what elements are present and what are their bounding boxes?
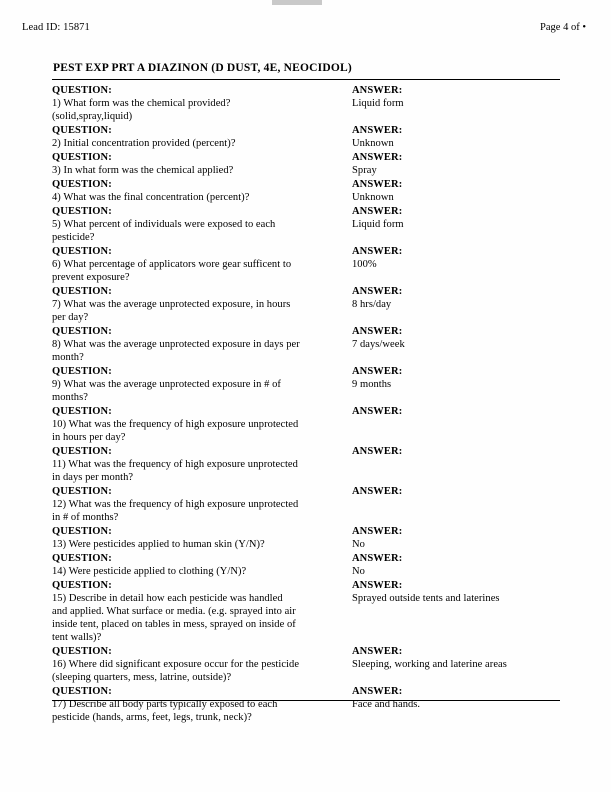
answer-text: Face and hands. bbox=[352, 699, 421, 710]
question-cell bbox=[52, 365, 300, 404]
answer-cell bbox=[352, 365, 560, 391]
answer-cell bbox=[352, 178, 560, 204]
question-cell bbox=[52, 178, 300, 204]
divider-top bbox=[52, 79, 560, 80]
question-text: 8) What was the average unprotected exposure in days per month? bbox=[52, 339, 300, 363]
answer-label: ANSWER: bbox=[352, 446, 403, 457]
answer-label: ANSWER: bbox=[352, 553, 403, 564]
question-cell bbox=[52, 645, 300, 684]
question-label: QUESTION: bbox=[52, 580, 112, 591]
answer-cell bbox=[352, 151, 560, 177]
answer-text: No bbox=[352, 566, 365, 577]
question-text: 16) Where did significant exposure occur for the pesticide (sleeping quarters, mess, latrine, outside)? bbox=[52, 659, 300, 683]
question-text: 6) What percentage of applicators wore gear sufficent to prevent exposure? bbox=[52, 259, 292, 283]
answer-cell bbox=[352, 245, 560, 271]
answer-cell bbox=[352, 285, 560, 311]
question-label: QUESTION: bbox=[52, 286, 112, 297]
answer-text: Spray bbox=[352, 165, 377, 176]
answer-cell bbox=[352, 645, 560, 671]
scan-artifact-mark bbox=[272, 0, 322, 5]
question-text: 1) What form was the chemical provided?(solid,spray,liquid) bbox=[52, 98, 231, 122]
answer-label: ANSWER: bbox=[352, 686, 403, 697]
question-label: QUESTION: bbox=[52, 486, 112, 497]
answer-cell bbox=[352, 205, 560, 231]
question-label: QUESTION: bbox=[52, 526, 112, 537]
answer-cell bbox=[352, 124, 560, 150]
answer-text: Unknown bbox=[352, 192, 394, 203]
question-cell bbox=[52, 285, 300, 324]
answer-cell bbox=[352, 685, 560, 711]
question-text: 4) What was the final concentration (percent)? bbox=[52, 192, 250, 203]
question-label: QUESTION: bbox=[52, 553, 112, 564]
answer-cell bbox=[352, 445, 560, 458]
question-cell bbox=[52, 525, 300, 551]
answer-label: ANSWER: bbox=[352, 580, 403, 591]
question-cell bbox=[52, 485, 300, 524]
question-label: QUESTION: bbox=[52, 366, 112, 377]
question-label: QUESTION: bbox=[52, 85, 112, 96]
answer-cell bbox=[352, 405, 560, 418]
question-cell bbox=[52, 124, 300, 150]
question-text: 3) In what form was the chemical applied? bbox=[52, 165, 234, 176]
question-cell bbox=[52, 405, 300, 444]
answer-label: ANSWER: bbox=[352, 246, 403, 257]
question-text: 9) What was the average unprotected exposure in # of months? bbox=[52, 379, 281, 403]
answer-label: ANSWER: bbox=[352, 179, 403, 190]
answer-label: ANSWER: bbox=[352, 366, 403, 377]
answer-label: ANSWER: bbox=[352, 206, 403, 217]
question-cell bbox=[52, 151, 300, 177]
answer-label: ANSWER: bbox=[352, 326, 403, 337]
page-header bbox=[0, 22, 611, 38]
question-text: 14) Were pesticide applied to clothing (Y/N)? bbox=[52, 566, 247, 577]
answer-text: 8 hrs/day bbox=[352, 299, 392, 310]
question-label: QUESTION: bbox=[52, 206, 112, 217]
answer-text: Sprayed outside tents and laterines bbox=[352, 593, 500, 604]
question-cell bbox=[52, 245, 300, 284]
question-text: 10) What was the frequency of high exposure unprotected in hours per day? bbox=[52, 419, 299, 443]
question-label: QUESTION: bbox=[52, 152, 112, 163]
question-label: QUESTION: bbox=[52, 246, 112, 257]
question-cell bbox=[52, 552, 300, 578]
question-text: 12) What was the frequency of high exposure unprotected in # of months? bbox=[52, 499, 299, 523]
answer-label: ANSWER: bbox=[352, 406, 403, 417]
question-cell bbox=[52, 325, 300, 364]
answer-cell bbox=[352, 552, 560, 578]
answer-text: Liquid form bbox=[352, 98, 404, 109]
question-label: QUESTION: bbox=[52, 686, 112, 697]
answer-label: ANSWER: bbox=[352, 85, 403, 96]
answer-label: ANSWER: bbox=[352, 486, 403, 497]
answer-text: 100% bbox=[352, 259, 377, 270]
question-text: 13) Were pesticides applied to human skin (Y/N)? bbox=[52, 539, 265, 550]
question-text: 11) What was the frequency of high exposure unprotected in days per month? bbox=[52, 459, 298, 483]
answer-cell bbox=[352, 525, 560, 551]
question-label: QUESTION: bbox=[52, 646, 112, 657]
page-number-label: Page 4 of • bbox=[540, 22, 586, 33]
answer-cell bbox=[352, 485, 560, 498]
question-cell bbox=[52, 579, 300, 644]
question-label: QUESTION: bbox=[52, 406, 112, 417]
question-text: 5) What percent of individuals were exposed to each pesticide? bbox=[52, 219, 276, 243]
answer-text: Sleeping, working and laterine areas bbox=[352, 659, 507, 670]
question-label: QUESTION: bbox=[52, 446, 112, 457]
question-text: 15) Describe in detail how each pesticide was handled and applied. What surface or media. (e.g. sprayed into air inside tent, placed on tables in mess, sprayed on inside of tent walls)? bbox=[52, 593, 296, 643]
question-cell bbox=[52, 685, 300, 724]
question-cell bbox=[52, 84, 300, 123]
question-cell bbox=[52, 445, 300, 484]
answer-text: 7 days/week bbox=[352, 339, 405, 350]
lead-id-label: Lead ID: 15871 bbox=[22, 22, 90, 33]
answer-text: Unknown bbox=[352, 138, 394, 149]
page-title: PEST EXP PRT A DIAZINON (D DUST, 4E, NEOCIDOL) bbox=[53, 62, 352, 74]
answer-text: 9 months bbox=[352, 379, 392, 390]
answer-text: Liquid form bbox=[352, 219, 404, 230]
answer-text: No bbox=[352, 539, 365, 550]
answer-cell bbox=[352, 325, 560, 351]
question-text: 17) Describe all body parts typically exposed to each pesticide (hands, arms, feet, legs, trunk, neck)? bbox=[52, 699, 278, 723]
question-text: 7) What was the average unprotected exposure, in hours per day? bbox=[52, 299, 291, 323]
question-label: QUESTION: bbox=[52, 326, 112, 337]
answer-cell bbox=[352, 84, 560, 110]
answer-cell bbox=[352, 579, 560, 605]
answer-label: ANSWER: bbox=[352, 526, 403, 537]
question-text: 2) Initial concentration provided (percent)? bbox=[52, 138, 236, 149]
answer-label: ANSWER: bbox=[352, 646, 403, 657]
question-label: QUESTION: bbox=[52, 179, 112, 190]
question-cell bbox=[52, 205, 300, 244]
answer-label: ANSWER: bbox=[352, 152, 403, 163]
answer-label: ANSWER: bbox=[352, 125, 403, 136]
question-label: QUESTION: bbox=[52, 125, 112, 136]
answer-label: ANSWER: bbox=[352, 286, 403, 297]
